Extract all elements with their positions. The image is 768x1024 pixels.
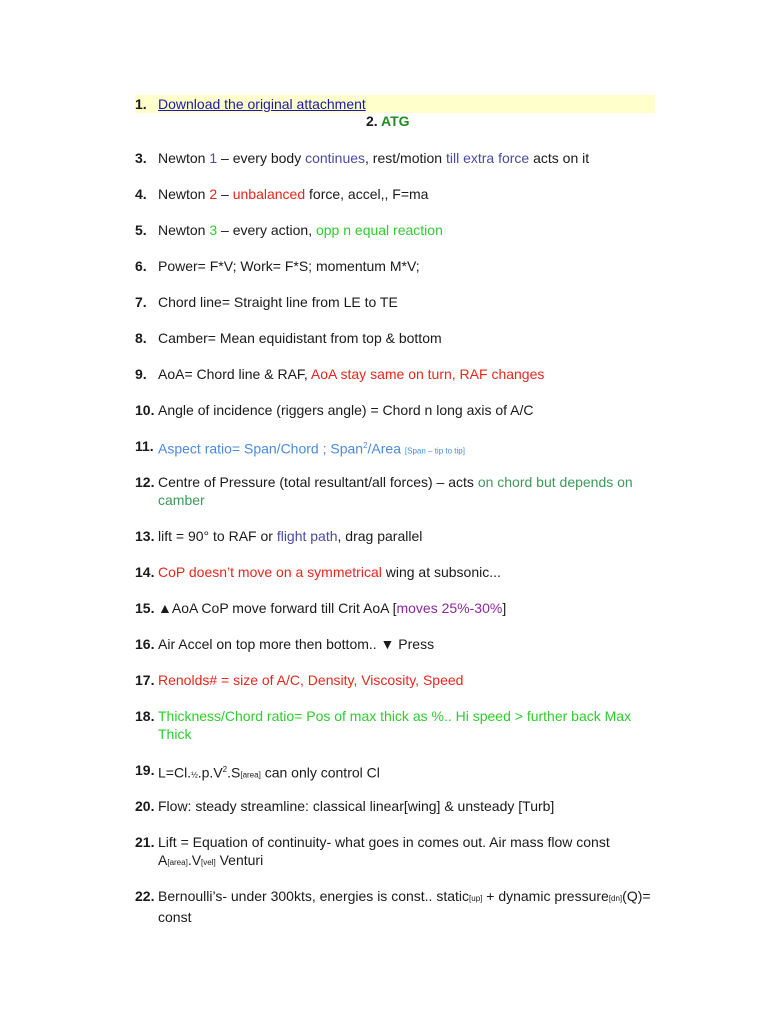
list-item [366,113,410,129]
text-span: Flow: steady streamline: classical linear[wing] & unsteady [Turb] [158,798,555,814]
list-item [135,437,655,461]
text-span: .p.V [197,764,223,781]
list-item [135,833,655,872]
list-text [158,635,655,653]
list-item [135,149,655,167]
list-text [158,671,655,689]
list-item [135,707,655,743]
list-text [158,149,655,167]
text-span: – [217,186,233,202]
text-span: 1 [209,150,218,166]
list-text [158,329,655,347]
list-item [135,257,655,275]
text-span: Angle of incidence (riggers angle) = Chord n long axis of A/C [158,402,534,418]
text-span: AoA stay same on turn, RAF changes [310,366,545,382]
list-text [158,95,655,113]
list-item [135,401,655,419]
text-span: [Span – tip to tip] [404,446,465,456]
text-span: Newton [158,186,210,202]
text-span: AoA= Chord line & RAF, [158,366,311,382]
list-item [135,797,655,815]
text-span: CoP doesn’t move on a symmetrical [158,564,382,580]
list-text [158,437,655,461]
list-number: 4. [135,186,147,202]
list-number: 7. [135,294,147,310]
text-span: can only control Cl [260,764,380,781]
list-item [135,329,655,347]
text-span: Renolds# = size of A/C, Density, Viscosity, Speed [158,672,464,688]
text-span: acts on it [529,150,590,166]
download-link[interactable]: Download the original attachment [158,96,366,112]
list-number: 2. [366,113,382,129]
list-text [158,707,655,743]
list-item [135,599,655,617]
text-span: Venturi [215,852,264,868]
list-text [158,365,655,383]
text-span: 2 [209,186,218,202]
text-span: 2 [363,441,368,450]
list-text [158,257,655,275]
list-text [158,599,655,617]
text-span: 2 [222,765,228,774]
text-span: Chord line= Straight line from LE to TE [158,294,398,310]
list-text [158,833,655,872]
list-number: 18. [135,708,155,724]
text-span: – every body [217,150,306,166]
list-item [135,95,655,113]
list-number: 16. [135,636,155,652]
list-item [135,761,655,785]
list-number: 13. [135,528,155,544]
text-span: – every action, [217,222,316,238]
text-span: ▲AoA CoP move forward till Crit AoA [ [158,600,397,616]
text-span: Camber= Mean equidistant from top & bottom [158,330,442,346]
list-text [158,221,655,239]
text-span: Lift = Equation of continuity- what goes in comes out. Air mass flow const A [158,834,610,868]
text-span: .V [187,852,202,868]
text-span: Aspect ratio= Span/Chord ; Span [158,440,364,457]
text-span: [area] [240,770,261,780]
text-span: L=Cl. [158,764,192,781]
list-number: 17. [135,672,155,688]
list-item [135,293,655,311]
text-span: , drag parallel [337,528,423,544]
list-item [135,365,655,383]
list-text [158,185,655,203]
list-number: 14. [135,564,155,580]
text-span: (Q)= const [158,888,651,925]
list-number: 20. [135,798,155,814]
text-span: force, accel,, F=ma [305,186,429,202]
list-item [135,473,655,509]
list-item [135,563,655,581]
list-item [135,527,655,545]
text-span: Thickness/Chord ratio= Pos of max thick as %.. Hi speed > further back Max Thick [158,708,632,742]
list-number: 1. [135,96,147,112]
text-span: [vel] [201,858,216,867]
list-item [135,671,655,689]
list-number: 22. [135,888,155,904]
list-number: 10. [135,402,155,418]
list-number: 19. [135,762,155,778]
text-span: on chord but depends on camber [158,474,633,508]
list-number: 6. [135,258,147,274]
text-span: 3 [209,222,218,238]
list-number: 3. [135,150,147,166]
list-text [158,563,655,581]
text-span: continues [305,150,366,166]
list-item [135,887,655,926]
text-span: [up] [469,894,483,903]
text-span: .S [227,764,241,781]
list-number: 9. [135,366,147,382]
text-span: lift = 90° to RAF or [158,528,277,544]
text-span: wing at subsonic... [381,564,501,580]
list-text [158,293,655,311]
text-span: moves 25%-30% [396,600,503,616]
text-span: Newton [158,150,210,166]
text-span: Air Accel on top more then bottom.. ▼ Press [158,636,435,652]
text-span: unbalanced [232,186,306,202]
list-number: 12. [135,474,155,490]
list-text [158,527,655,545]
text-span: [area] [167,858,188,867]
text-span: Centre of Pressure (total resultant/all forces) – acts [158,474,478,490]
list-number: 11. [135,438,154,454]
text-span: Power= F*V; Work= F*S; momentum M*V; [158,258,420,274]
text-span: [dn] [608,894,623,903]
list-number: 8. [135,330,147,346]
list-text [158,473,655,509]
list-number: 15. [135,600,155,616]
text-span: ] [502,600,507,616]
text-span: , rest/motion [365,150,446,166]
list-text [158,887,655,926]
text-span: till extra force [445,150,530,166]
text-span: ½ [191,770,198,780]
text-span: Newton [158,222,210,238]
text-span: flight path [276,528,338,544]
list-item [135,635,655,653]
list-text [158,401,655,419]
text-span: /Area [367,440,405,457]
list-number: 21. [135,834,155,850]
text-span: opp n equal reaction [315,222,443,238]
text-span: Bernoulli’s- under 300kts, energies is const.. static [158,888,470,904]
list-item [135,221,655,239]
list-number: 5. [135,222,147,238]
list-text [158,761,655,785]
text-span: + dynamic pressure [482,888,609,904]
list-item [135,185,655,203]
list-text [158,797,655,815]
heading-text: ATG [381,113,410,129]
